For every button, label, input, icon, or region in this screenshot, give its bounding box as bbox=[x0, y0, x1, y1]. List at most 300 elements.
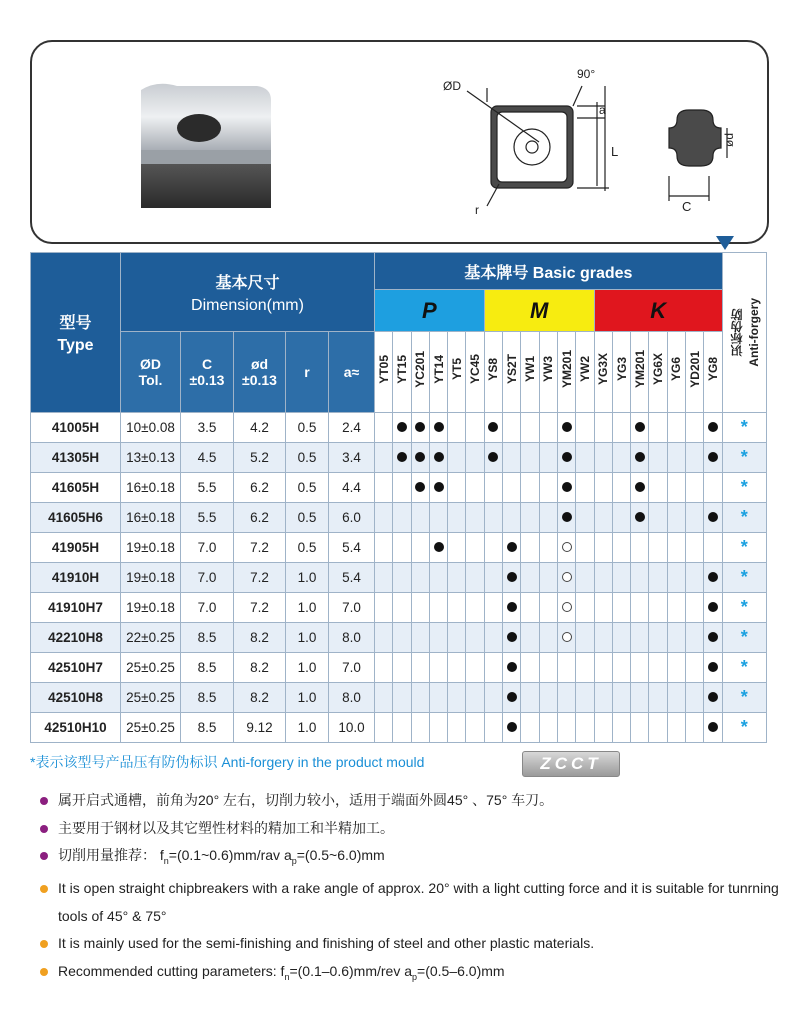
grade-mark-cell bbox=[667, 503, 685, 533]
anti-forgery-cell bbox=[722, 713, 766, 743]
grade-mark-cell bbox=[686, 503, 704, 533]
cell-d: 16±0.18 bbox=[121, 503, 181, 533]
cell-c: 8.5 bbox=[181, 713, 234, 743]
cell-d: 19±0.18 bbox=[121, 533, 181, 563]
col-c: C ±0.13 bbox=[181, 332, 234, 413]
anti-forgery-cell bbox=[722, 563, 766, 593]
grade-mark-cell bbox=[594, 683, 612, 713]
drawing-label-C: C bbox=[682, 199, 692, 214]
grade-mark-cell bbox=[631, 713, 649, 743]
filled-dot-icon bbox=[507, 692, 517, 702]
cell-c: 8.5 bbox=[181, 653, 234, 683]
anti-forgery-cell bbox=[722, 623, 766, 653]
filled-dot-icon bbox=[434, 542, 444, 552]
grade-mark-cell bbox=[539, 623, 557, 653]
cell-a: 7.0 bbox=[329, 653, 375, 683]
filled-dot-icon bbox=[488, 452, 498, 462]
filled-dot-icon bbox=[562, 452, 572, 462]
grade-mark-cell bbox=[429, 683, 447, 713]
grade-mark-cell bbox=[466, 683, 484, 713]
grade-mark-cell bbox=[375, 533, 393, 563]
grade-mark-cell bbox=[539, 593, 557, 623]
grade-mark-cell bbox=[411, 653, 429, 683]
col-a: a≈ bbox=[329, 332, 375, 413]
grade-mark-cell bbox=[704, 683, 722, 713]
filled-dot-icon bbox=[708, 512, 718, 522]
grade-mark-cell bbox=[466, 623, 484, 653]
asterisk-icon: * bbox=[740, 537, 748, 557]
cell-r: 1.0 bbox=[286, 623, 329, 653]
filled-dot-icon bbox=[507, 662, 517, 672]
grade-mark-cell bbox=[631, 623, 649, 653]
cell-d: 13±0.13 bbox=[121, 443, 181, 473]
grade-mark-cell bbox=[484, 653, 502, 683]
grade-mark-cell bbox=[576, 713, 594, 743]
insert-photo bbox=[137, 80, 275, 208]
cell-r: 0.5 bbox=[286, 473, 329, 503]
grade-mark-cell bbox=[429, 443, 447, 473]
grade-mark-cell bbox=[631, 593, 649, 623]
cell-dd: 7.2 bbox=[234, 593, 286, 623]
bullet-dot-icon bbox=[40, 797, 48, 805]
grade-mark-cell bbox=[686, 683, 704, 713]
grade-mark-cell bbox=[521, 713, 539, 743]
grade-mark-cell bbox=[649, 503, 667, 533]
grade-mark-cell bbox=[466, 443, 484, 473]
asterisk-icon: * bbox=[740, 657, 748, 677]
grade-mark-cell bbox=[649, 473, 667, 503]
table-row bbox=[31, 713, 767, 743]
drawing-label-d: ød bbox=[722, 132, 736, 147]
grade-mark-cell bbox=[686, 623, 704, 653]
filled-dot-icon bbox=[708, 422, 718, 432]
asterisk-icon: * bbox=[740, 597, 748, 617]
grade-mark-cell bbox=[393, 473, 411, 503]
grade-mark-cell bbox=[411, 413, 429, 443]
grade-mark-cell bbox=[667, 713, 685, 743]
grade-mark-cell bbox=[448, 713, 466, 743]
grade-mark-cell bbox=[393, 533, 411, 563]
grade-mark-cell bbox=[667, 563, 685, 593]
table-row bbox=[31, 593, 767, 623]
table-row bbox=[31, 623, 767, 653]
grade-mark-cell bbox=[704, 473, 722, 503]
grade-mark-cell bbox=[375, 563, 393, 593]
col-d-small: ød ±0.13 bbox=[234, 332, 286, 413]
type-header: 型号 Type bbox=[31, 253, 121, 413]
cell-a: 5.4 bbox=[329, 563, 375, 593]
grade-mark-cell bbox=[612, 623, 630, 653]
drawing-label-a: a bbox=[599, 103, 606, 117]
filled-dot-icon bbox=[488, 422, 498, 432]
asterisk-icon: * bbox=[740, 447, 748, 467]
grade-mark-cell bbox=[594, 533, 612, 563]
grade-mark-cell bbox=[393, 443, 411, 473]
grade-col-yt05: YT05 bbox=[375, 332, 393, 413]
grade-mark-cell bbox=[484, 473, 502, 503]
grade-mark-cell bbox=[612, 443, 630, 473]
grade-mark-cell bbox=[631, 653, 649, 683]
open-circle-icon bbox=[562, 572, 572, 582]
grade-mark-cell bbox=[466, 563, 484, 593]
grade-col-yt14: YT14 bbox=[429, 332, 447, 413]
grade-mark-cell bbox=[429, 593, 447, 623]
technical-drawing bbox=[427, 66, 737, 216]
grade-mark-cell bbox=[704, 443, 722, 473]
asterisk-icon: * bbox=[740, 477, 748, 497]
grade-mark-cell bbox=[466, 413, 484, 443]
grade-mark-cell bbox=[649, 533, 667, 563]
grade-mark-cell bbox=[557, 623, 575, 653]
grade-mark-cell bbox=[484, 683, 502, 713]
grade-mark-cell bbox=[594, 503, 612, 533]
grade-col-yg3: YG3 bbox=[612, 332, 630, 413]
anti-forgery-cell bbox=[722, 533, 766, 563]
grade-mark-cell bbox=[594, 563, 612, 593]
grade-mark-cell bbox=[448, 533, 466, 563]
grade-mark-cell bbox=[503, 683, 521, 713]
feature-bullet: 切削用量推荐： $f_n=(0.1\sim 0.6)mm$/rav $a_p=(0.5\sim 6.0)mm$ bbox=[40, 842, 780, 875]
grade-mark-cell bbox=[521, 623, 539, 653]
cell-r: 0.5 bbox=[286, 533, 329, 563]
filled-dot-icon bbox=[708, 632, 718, 642]
grade-mark-cell bbox=[594, 623, 612, 653]
grade-mark-cell bbox=[521, 683, 539, 713]
grade-mark-cell bbox=[466, 473, 484, 503]
cell-type: 41005H bbox=[31, 413, 121, 443]
cell-d: 10±0.08 bbox=[121, 413, 181, 443]
cell-d: 25±0.25 bbox=[121, 653, 181, 683]
feature-bullet: It is mainly used for the semi-finishing and finishing of steel and other plastic materials. bbox=[40, 930, 780, 958]
anti-forgery-header: 识标伪防 Anti-forgery bbox=[722, 253, 766, 413]
cell-c: 3.5 bbox=[181, 413, 234, 443]
grade-mark-cell bbox=[686, 593, 704, 623]
filled-dot-icon bbox=[635, 452, 645, 462]
grade-mark-cell bbox=[539, 413, 557, 443]
grade-mark-cell bbox=[667, 653, 685, 683]
filled-dot-icon bbox=[507, 602, 517, 612]
grade-mark-cell bbox=[484, 413, 502, 443]
cell-r: 1.0 bbox=[286, 713, 329, 743]
cell-type: 41305H bbox=[31, 443, 121, 473]
grade-mark-cell bbox=[393, 653, 411, 683]
grade-mark-cell bbox=[393, 413, 411, 443]
cell-r: 1.0 bbox=[286, 563, 329, 593]
cell-c: 5.5 bbox=[181, 473, 234, 503]
cell-r: 0.5 bbox=[286, 503, 329, 533]
grade-mark-cell bbox=[649, 683, 667, 713]
grade-col-yg8: YG8 bbox=[704, 332, 722, 413]
grade-mark-cell bbox=[448, 653, 466, 683]
filled-dot-icon bbox=[434, 422, 444, 432]
grade-mark-cell bbox=[539, 653, 557, 683]
anti-forgery-cell bbox=[722, 443, 766, 473]
grade-mark-cell bbox=[448, 623, 466, 653]
grade-mark-cell bbox=[503, 413, 521, 443]
cell-dd: 8.2 bbox=[234, 623, 286, 653]
grade-mark-cell bbox=[448, 503, 466, 533]
grade-mark-cell bbox=[393, 563, 411, 593]
grade-mark-cell bbox=[429, 653, 447, 683]
cell-type: 42510H7 bbox=[31, 653, 121, 683]
cell-c: 7.0 bbox=[181, 533, 234, 563]
grade-mark-cell bbox=[649, 443, 667, 473]
grade-mark-cell bbox=[375, 443, 393, 473]
asterisk-icon: * bbox=[740, 507, 748, 527]
grade-mark-cell bbox=[375, 503, 393, 533]
grade-mark-cell bbox=[484, 563, 502, 593]
grade-col-ys2t: YS2T bbox=[503, 332, 521, 413]
grade-mark-cell bbox=[704, 593, 722, 623]
grade-mark-cell bbox=[594, 653, 612, 683]
grade-mark-cell bbox=[411, 473, 429, 503]
grade-mark-cell bbox=[375, 413, 393, 443]
table-row bbox=[31, 473, 767, 503]
grade-mark-cell bbox=[429, 503, 447, 533]
cell-r: 1.0 bbox=[286, 683, 329, 713]
anti-forgery-cell bbox=[722, 473, 766, 503]
cell-type: 42510H8 bbox=[31, 683, 121, 713]
zcct-logo: ZCCT bbox=[522, 751, 620, 777]
grade-mark-cell bbox=[429, 563, 447, 593]
grade-mark-cell bbox=[521, 653, 539, 683]
cell-r: 0.5 bbox=[286, 413, 329, 443]
grade-mark-cell bbox=[612, 653, 630, 683]
cell-type: 42210H8 bbox=[31, 623, 121, 653]
grade-mark-cell bbox=[557, 533, 575, 563]
filled-dot-icon bbox=[415, 422, 425, 432]
grade-mark-cell bbox=[667, 443, 685, 473]
grade-mark-cell bbox=[686, 533, 704, 563]
grades-header: 基本牌号 Basic grades bbox=[375, 253, 723, 290]
grade-mark-cell bbox=[576, 653, 594, 683]
grade-mark-cell bbox=[539, 563, 557, 593]
grade-mark-cell bbox=[448, 413, 466, 443]
grade-mark-cell bbox=[484, 533, 502, 563]
cell-c: 7.0 bbox=[181, 593, 234, 623]
grade-mark-cell bbox=[704, 653, 722, 683]
asterisk-icon: * bbox=[740, 687, 748, 707]
grade-mark-cell bbox=[576, 473, 594, 503]
grade-mark-cell bbox=[557, 653, 575, 683]
grade-mark-cell bbox=[576, 503, 594, 533]
grade-mark-cell bbox=[393, 623, 411, 653]
filled-dot-icon bbox=[635, 482, 645, 492]
grade-mark-cell bbox=[576, 563, 594, 593]
bullet-dot-icon bbox=[40, 852, 48, 860]
cell-dd: 6.2 bbox=[234, 473, 286, 503]
grade-mark-cell bbox=[686, 653, 704, 683]
grade-mark-cell bbox=[411, 443, 429, 473]
grade-group-m: M bbox=[484, 290, 594, 332]
grade-mark-cell bbox=[375, 593, 393, 623]
asterisk-icon: * bbox=[740, 627, 748, 647]
filled-dot-icon bbox=[708, 692, 718, 702]
cell-dd: 7.2 bbox=[234, 563, 286, 593]
grade-mark-cell bbox=[484, 443, 502, 473]
product-illustration-panel bbox=[30, 40, 769, 244]
filled-dot-icon bbox=[708, 452, 718, 462]
cell-d: 25±0.25 bbox=[121, 683, 181, 713]
grade-mark-cell bbox=[576, 623, 594, 653]
cell-c: 5.5 bbox=[181, 503, 234, 533]
grade-col-yc45: YC45 bbox=[466, 332, 484, 413]
grade-col-ys8: YS8 bbox=[484, 332, 502, 413]
bullet-dot-icon bbox=[40, 968, 48, 976]
bullet-dot-icon bbox=[40, 825, 48, 833]
feature-bullet: 属开启式通槽，前角为20° 左右，切削力较小，适用于端面外圆45° 、75° 车刀。 bbox=[40, 787, 780, 815]
grade-mark-cell bbox=[631, 473, 649, 503]
filled-dot-icon bbox=[434, 482, 444, 492]
grade-mark-cell bbox=[521, 413, 539, 443]
grade-mark-cell bbox=[539, 473, 557, 503]
spec-table bbox=[30, 252, 767, 743]
filled-dot-icon bbox=[397, 422, 407, 432]
grade-mark-cell bbox=[594, 593, 612, 623]
grade-group-k: K bbox=[594, 290, 722, 332]
grade-mark-cell bbox=[466, 503, 484, 533]
anti-forgery-cell bbox=[722, 683, 766, 713]
filled-dot-icon bbox=[397, 452, 407, 462]
cell-c: 8.5 bbox=[181, 623, 234, 653]
col-r: r bbox=[286, 332, 329, 413]
grade-mark-cell bbox=[612, 713, 630, 743]
filled-dot-icon bbox=[507, 572, 517, 582]
grade-mark-cell bbox=[704, 503, 722, 533]
open-circle-icon bbox=[562, 632, 572, 642]
grade-mark-cell bbox=[466, 533, 484, 563]
table-row bbox=[31, 653, 767, 683]
cell-c: 7.0 bbox=[181, 563, 234, 593]
cell-dd: 6.2 bbox=[234, 503, 286, 533]
grade-mark-cell bbox=[484, 623, 502, 653]
grade-mark-cell bbox=[631, 443, 649, 473]
grade-mark-cell bbox=[521, 503, 539, 533]
grade-mark-cell bbox=[612, 533, 630, 563]
grade-mark-cell bbox=[448, 443, 466, 473]
cell-a: 2.4 bbox=[329, 413, 375, 443]
anti-forgery-cell bbox=[722, 653, 766, 683]
grade-mark-cell bbox=[539, 503, 557, 533]
asterisk-icon: * bbox=[740, 717, 748, 737]
grade-mark-cell bbox=[667, 413, 685, 443]
col-d-tol: ØD Tol. bbox=[121, 332, 181, 413]
cell-d: 25±0.25 bbox=[121, 713, 181, 743]
grade-mark-cell bbox=[521, 473, 539, 503]
grade-mark-cell bbox=[429, 533, 447, 563]
cell-r: 1.0 bbox=[286, 653, 329, 683]
filled-dot-icon bbox=[562, 512, 572, 522]
grade-mark-cell bbox=[704, 623, 722, 653]
grade-mark-cell bbox=[704, 533, 722, 563]
grade-mark-cell bbox=[503, 563, 521, 593]
grade-mark-cell bbox=[686, 713, 704, 743]
cell-a: 3.4 bbox=[329, 443, 375, 473]
cell-r: 1.0 bbox=[286, 593, 329, 623]
filled-dot-icon bbox=[708, 662, 718, 672]
feature-bullet: Recommended cutting parameters: $f_n=(0.1-0.6)mm$/rev $a_p=(0.5-6.0)mm$ bbox=[40, 958, 780, 991]
feature-bullet: It is open straight chipbreakers with a rake angle of approx. 20° with a light cutting force and it is suitable for tunrning tools of 45° & 75° bbox=[40, 875, 780, 930]
grade-mark-cell bbox=[375, 623, 393, 653]
filled-dot-icon bbox=[708, 602, 718, 612]
cell-dd: 4.2 bbox=[234, 413, 286, 443]
grade-mark-cell bbox=[503, 713, 521, 743]
table-row bbox=[31, 443, 767, 473]
filled-dot-icon bbox=[708, 572, 718, 582]
grade-mark-cell bbox=[667, 683, 685, 713]
cell-dd: 8.2 bbox=[234, 653, 286, 683]
cell-d: 16±0.18 bbox=[121, 473, 181, 503]
grade-mark-cell bbox=[466, 593, 484, 623]
grade-mark-cell bbox=[557, 713, 575, 743]
drawing-label-D: ØD bbox=[443, 79, 461, 93]
cell-a: 5.4 bbox=[329, 533, 375, 563]
grade-mark-cell bbox=[576, 593, 594, 623]
grade-mark-cell bbox=[429, 623, 447, 653]
grade-mark-cell bbox=[649, 623, 667, 653]
grade-mark-cell bbox=[594, 413, 612, 443]
grade-mark-cell bbox=[393, 713, 411, 743]
grade-mark-cell bbox=[539, 443, 557, 473]
grade-mark-cell bbox=[393, 593, 411, 623]
grade-mark-cell bbox=[521, 533, 539, 563]
table-row bbox=[31, 503, 767, 533]
grade-col-yw1: YW1 bbox=[521, 332, 539, 413]
cell-a: 8.0 bbox=[329, 683, 375, 713]
grade-mark-cell bbox=[375, 653, 393, 683]
grade-mark-cell bbox=[631, 413, 649, 443]
grade-mark-cell bbox=[649, 593, 667, 623]
grade-mark-cell bbox=[557, 593, 575, 623]
grade-mark-cell bbox=[557, 473, 575, 503]
cell-a: 6.0 bbox=[329, 503, 375, 533]
grade-mark-cell bbox=[612, 593, 630, 623]
grade-mark-cell bbox=[503, 653, 521, 683]
filled-dot-icon bbox=[507, 722, 517, 732]
open-circle-icon bbox=[562, 602, 572, 612]
cell-a: 4.4 bbox=[329, 473, 375, 503]
cell-d: 19±0.18 bbox=[121, 593, 181, 623]
grade-mark-cell bbox=[667, 593, 685, 623]
bullet-dot-icon bbox=[40, 940, 48, 948]
grade-mark-cell bbox=[393, 503, 411, 533]
grade-mark-cell bbox=[411, 593, 429, 623]
filled-dot-icon bbox=[635, 512, 645, 522]
cell-type: 41905H bbox=[31, 533, 121, 563]
grade-mark-cell bbox=[466, 653, 484, 683]
grade-mark-cell bbox=[576, 443, 594, 473]
bullet-dot-icon bbox=[40, 885, 48, 893]
grade-mark-cell bbox=[704, 413, 722, 443]
grade-mark-cell bbox=[484, 593, 502, 623]
grade-mark-cell bbox=[557, 443, 575, 473]
grade-mark-cell bbox=[521, 443, 539, 473]
grade-mark-cell bbox=[448, 563, 466, 593]
grade-col-yg3x: YG3X bbox=[594, 332, 612, 413]
anti-forgery-note: *表示该型号产品压有防伪标识 Anti-forgery in the product mould bbox=[30, 754, 425, 770]
grade-col-ym201: YM201 bbox=[557, 332, 575, 413]
filled-dot-icon bbox=[708, 722, 718, 732]
cell-a: 7.0 bbox=[329, 593, 375, 623]
grade-col-yg6: YG6 bbox=[667, 332, 685, 413]
grade-mark-cell bbox=[649, 653, 667, 683]
cell-dd: 8.2 bbox=[234, 683, 286, 713]
drawing-label-L: L bbox=[611, 144, 619, 159]
grade-mark-cell bbox=[576, 413, 594, 443]
grade-mark-cell bbox=[631, 683, 649, 713]
grade-mark-cell bbox=[503, 503, 521, 533]
asterisk-icon: * bbox=[740, 567, 748, 587]
